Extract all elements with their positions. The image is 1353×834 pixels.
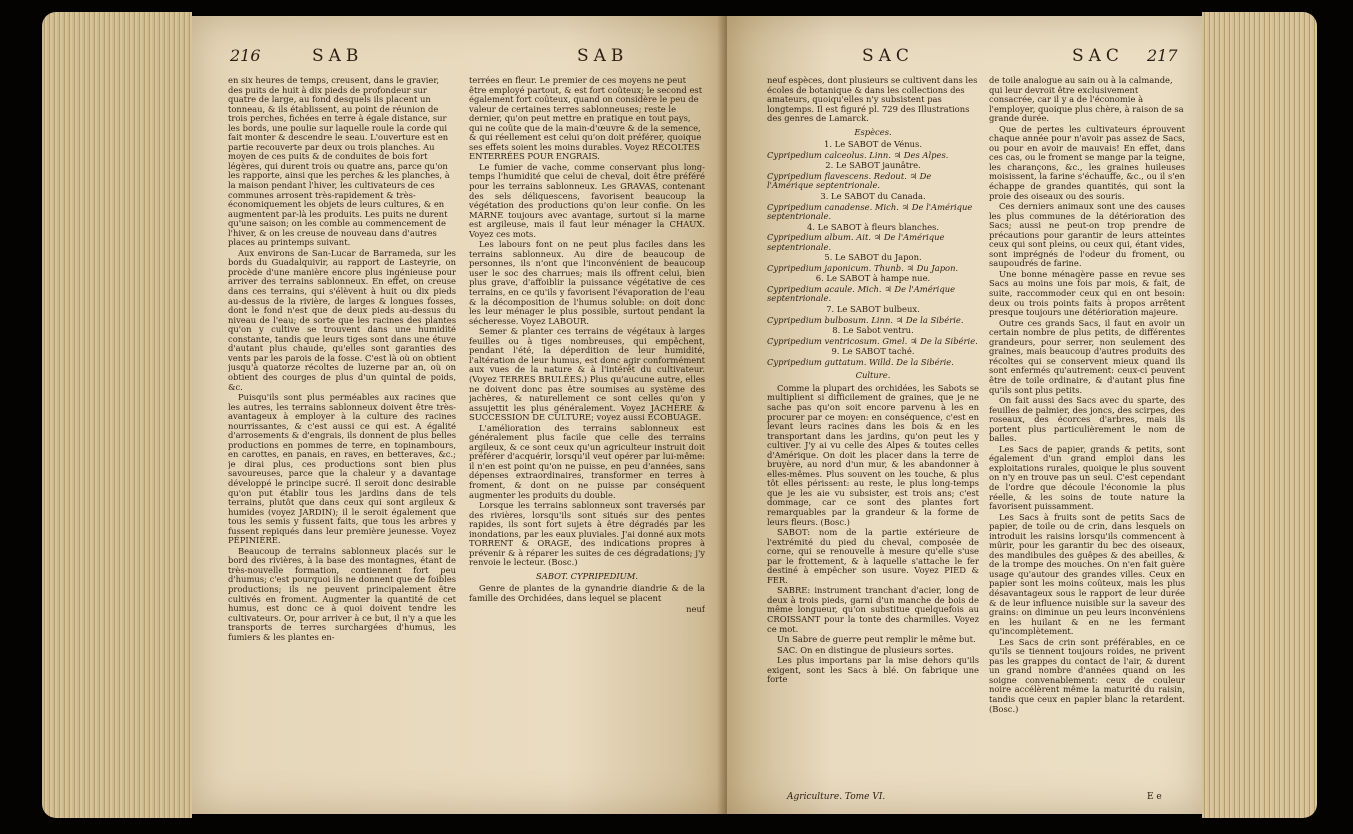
section-heading: Espèces. [854,126,892,137]
paragraph: de toile analogue au sain ou à la calmande, qui leur devroit être exclusivement consacrée, car il y a de l'économie à l'employer, quoique plus chère, à raison de sa grande durée. [989,76,1184,124]
paragraph: Outre ces grands Sacs, il faut en avoir un certain nombre de plus petits, de différentes grandeurs, pour serrer, non seulement des graines, mais beaucoup d'autres produits des récoltes qui se conservent mieux quand ils sont enfermés qu'autrement: ceux-ci peuvent être de toile ordinaire, & d'autant plus fine qu'ils sont plus petits. [989,317,1185,395]
page-number: 216 [230,46,261,65]
paragraph: On fait aussi des Sacs avec du sparte, des feuilles de palmier, des joncs, des scirpes, des roseaux, des écorces d'arbres, mais ils portent plus particulièrement le nom de balles. [989,395,1185,444]
paragraph: Les Sacs de papier, grands & petits, sont également d'un grand emploi dans les exploitations rurales, quoique le plus souvent on n'y en trouve pas un seul. C'est cependant de l'ordre que découle l'économie la plus réelle, & les soins de toute nature la favorisent puissamment. [989,443,1185,512]
section-heading: Culture. [855,370,891,381]
text-column-1 [228,76,456,806]
paragraph: Que de pertes les cultivateurs éprouvent chaque année pour n'avoir pas assez de Sacs, ou pour en avoir de mauvais! En effet, dans ces cas, ou le froment se mange par la teigne, les charançons, &c., les graines huileuses moisissent, la farine s'échauffe, &c., ou il s'en échappe de grandes quantités, qui sont la proie des oiseaux ou des souris. [989,123,1185,201]
left-page-edges [42,12,192,818]
species-binomial: Cypripedium ventricosum. Gmel. ♃ De la Sibérie. [767,335,978,346]
species-name: 4. Le SABOT à fleurs blanches. [806,221,940,232]
paragraph: Les Sacs à fruits sont de petits Sacs de papier, de toile ou de crin, dans lesquels on introduit les raisins lorsqu'ils commencent à mûrir, pour les garantir du bec des oiseaux, des mandibules des guêpes & des abeilles, & de la trompe des mouches. On n'en fait guère usage qu'autour des grandes villes. Ceux en papier sont les moins coûteux, mais les plus désavantageux sous le rapport de leur durée & de leur influence nuisible sur la saveur des grains: on diminue un peu leurs inconvéniens en les huilant & en ne les fermant qu'incomplètement. [989,511,1185,637]
signature-mark: E e [1147,792,1162,802]
text-column-2 [469,76,705,806]
paragraph: Aux environs de San-Lucar de Barrameda, sur les bords du Guadalquivir, au rapport de Lasteyrie, on procède d'une manière encore plus ingénieuse pour arriver des terrains sablonneux. En effet, on creuse dans ces terrains, qui s'élèvent à huit ou dix pieds au-dessus de la rivière, de larges & longues fosses, dont le fond n'est que de deux pieds au-dessus du niveau de l'eau; de sorte que les racines des plantes qu'on y cultive se trouvent dans une humidité constante, tandis que leurs tiges sont dans une étuve d'autant plus chaude, qu'elles sont garanties des vents par les parois de la fosse. C'est là où on obtient jusqu'à quatorze récoltes de luzerne par an, où on obtient des courges de plus d'un quintal de poids, &c. [228,247,456,392]
species-binomial: Cypripedium calceolus. Linn. ♃ Des Alpes. [767,149,949,160]
paragraph: en six heures de temps, creusent, dans le gravier, des puits de huit à dix pieds de profondeur sur quatre de large, au fond desquels ils placent un tonneau, & ils établissent, au point de réunion de trois perches, fichées en terre à égale distance, sur les bords, une poulie sur laquelle roule la corde qui fait monter & descendre le seau. L'ouverture est en partie recouverte par deux ou trois planches. Au moyen de ces puits & de conduites de bois fort légères, qui durent trois ou quatre ans, parce qu'on les rapporte, ainsi que les perches & les planches, à la maison pendant l'hiver, les cultivateurs de ces communes arrosent très-rapidement & très-économiquement les objets de leurs cultures, & en augmentent par-là les produits. Les puits ne durent qu'une saison; on les comble au commencement de l'hiver, & on les creuse de nouveau dans d'autres places au printemps suivant. [228,76,450,248]
species-binomial: Cypripedium bulbosum. Linn. ♃ De la Sibérie. [767,314,964,325]
paragraph: Les Sacs de crin sont préférables, en ce qu'ils se tiennent toujours roides, ne privent pas les grappes du contact de l'air, & durent un grand nombre d'années quand on les soigne convenablement: ceux de couleur noire accélèrent même la maturité du raisin, tandis que ceux en papier blanc la retardent. (Bosc.) [989,636,1185,714]
paragraph: Le fumier de vache, comme conservant plus long-temps l'humidité que celui de cheval, doit être préféré pour les terrains sablonneux. Les GRAVAS, contenant des sels déliquescens, favorisent beaucoup la végétation des productions qu'on leur confie. On les MARNE toujours avec avantage, surtout si la marne est argileuse, mais il faut leur ménager la CHAUX. Voyez ces mots. [469,161,705,239]
species-name: 1. Le SABOT de Vénus. [823,139,922,150]
paragraph: Beaucoup de terrains sablonneux placés sur le bord des rivières, à la base des montagnes, étant de très-nouvelle formation, contiennent fort peu d'humus; c'est pourquoi ils ne donnent que de foibles productions; ils ne peuvent principalement être cultivés en froment. Augmenter la quantité de cet humus, est donc ce à quoi doivent tendre les cultivateurs. Or, pour arriver à ce but, il n'y a que les transports de terres surchargées d'humus, les fumiers & les plantes en- [228,545,456,642]
paragraph: Semer & planter ces terrains de végétaux à larges feuilles ou à tiges nombreuses, qui empêchent, pendant l'été, la déperdition de leur humidité, l'altération de leur humus, est donc agir conformément aux vues de la nature & à l'intérêt du cultivateur. (Voyez TERRES BRULÉES.) Plus qu'aucune autre, elles ne doivent donc pas être soumises au système des jachères, & naturellement ce sont celles qu'on y assujettit les plus généralement. Voyez JACHÈRE & SUCCESSION DE CULTURE; voyez aussi ÉCOBUAGE. [469,326,705,423]
paragraph: SAC. On en distingue de plusieurs sortes. [777,644,954,655]
species-name: 9. Le SABOT taché. [831,346,915,357]
paragraph: Les plus importans par la mise dehors qu'ils exigent, sont les Sacs à blé. On fabrique une forte [767,655,979,685]
paragraph: neuf espèces, dont plusieurs se cultivent dans les écoles de botanique & dans les collections des amateurs, quoiqu'elles n'y subsistent pas longtemps. Il est figuré pl. 729 des Illustrations des genres de Lamarck. [767,76,978,124]
paragraph: Comme la plupart des orchidées, les Sabots se multiplient si difficilement de graines, que je ne sache pas qu'on soit encore parvenu à les en procurer par ce moyen: en conséquence, c'est en levant leurs racines dans les bois & en les transportant dans les jardins, qu'on peut les y cultiver. J'y ai vu celle des Alpes & toutes celles d'Amérique. On doit les placer dans la terre de bruyère, au nord d'un mur, & les abandonner à elles-mêmes. Plus souvent on les touche, & plus tôt elles périssent: au reste, le plus long-temps que je les aie vu subsister, est trois ans; c'est dommage, car ce sont des plantes fort remarquables par la grandeur & la forme de leurs fleurs. (Bosc.) [767,382,979,527]
species-name: 5. Le SABOT du Japon. [824,252,922,263]
species-name: 7. Le SABOT bulbeux. [826,304,920,315]
paragraph: Les labours font on ne peut plus faciles dans les terrains sablonneux. Au dire de beaucoup de personnes, ils n'ont que l'inconvénient de beaucoup user le soc des charrues; mais ils offrent celui, bien plus grave, d'affoiblir la puissance végétative de ces terrains, en ce qu'ils y favorisent l'évaporation de l'eau & la décomposition de l'humus soluble: on doit donc les leur ménager le plus possible, surtout pendant la sécheresse. Voyez LABOUR. [469,239,705,326]
species-name: 3. Le SABOT du Canada. [820,191,926,202]
entry-heading: SABOT. CYPRIPEDIUM. [536,570,638,581]
text-column-1 [767,76,979,788]
species-binomial: Cypripedium guttatum. Willd. De la Sibérie. [767,356,954,367]
species-name: 6. Le SABOT à hampe nue. [815,273,931,284]
page-number: 217 [1147,46,1178,65]
species-binomial: Cypripedium album. Ait. ♃ De l'Amérique septentrionale. [767,232,945,252]
right-page-edges [1202,12,1317,818]
species-binomial: Cypripedium japonicum. Thunb. ♃ Du Japon. [767,262,959,273]
footer-volume: Agriculture. Tome VI. [787,792,886,802]
species-name: 2. Le SABOT jaunâtre. [825,160,921,171]
paragraph: Une bonne ménagère passe en revue ses Sacs au moins une fois par mois, & fait, de suite, raccommoder ceux qui en ont besoin: deux ou trois points faits à propos arrêtent presque toujours une détérioration majeure. [989,268,1185,318]
paragraph: Lorsque les terrains sablonneux sont traversés par des rivières, lorsqu'ils sont situés sur des pentes rapides, ils sont fort sujets à être dégradés par les inondations, par les eaux pluviales. J'ai donné aux mots TORRENT & ORAGE, des indications propres à prévenir & à réparer les suites de ces dégradations; j'y renvoie le lecteur. (Bosc.) [469,500,705,568]
paragraph: terrées en fleur. Le premier de ces moyens ne peut être employé partout, & est fort coûteux; le second est également fort coûteux, quand on considère le peu de valeur de certaines terres sablonneuses; reste le dernier, qu'on peut mettre en pratique en tout pays, qui ne coûte que de la main-d'œuvre & de la semence, & qui réellement est celui qu'on doit préférer, quoique ses effets soient les moins durables. Voyez RÉCOLTES ENTERRÉES POUR ENGRAIS. [469,76,703,162]
running-header: SAC [862,46,914,66]
left-page [192,16,727,814]
paragraph: L'amélioration des terrains sablonneux est généralement plus facile que celle des terrains argileux, & ce sont ceux qu'un agriculteur instruit doit préférer d'acquérir, lorsqu'il veut opérer par lui-même: il n'en est point qu'on ne puisse, en peu d'années, sans dépenses extraordinaires, transformer en terres à froment, & dont on ne puisse par conséquent augmenter les produits du double. [469,422,705,500]
running-header: SAC [1072,46,1124,66]
open-book [42,12,1317,818]
species-binomial: Cypripedium flavescens. Redout. ♃ De l'Amérique septentrionale. [767,170,932,191]
paragraph: SABOT: nom de la partie extérieure de l'extrémité du pied du cheval, composée de corne, qui se renouvelle à mesure qu'elle s'use par le frottement, & à laquelle s'attache le fer destiné à empêcher son usure. Voyez PIED & FER. [767,527,979,585]
species-name: 8. Le Sabot ventru. [832,325,914,336]
right-page [727,16,1202,814]
paragraph: Genre de plantes de la gynandrie diandrie & de la famille des Orchidées, dans lequel se placent [469,583,705,603]
species-binomial: Cypripedium canadense. Mich. ♃ De l'Amérique septentrionale. [767,201,973,222]
catchword: neuf [686,603,705,614]
paragraph: Puisqu'ils sont plus perméables aux racines que les autres, les terrains sablonneux doivent être très-avantageux à employer à la culture des racines nourrissantes, & c'est aussi ce qui est. A égalité d'arrosements & d'engrais, ils donnent de plus belles productions en pommes de terre, en topinambours, en carottes, en panais, en raves, en betteraves, &c.; je dirai plus, ces productions sont bien plus savoureuses, parce que la chaleur y a davantage développé le principe sucré. Il seroit donc desirable qu'on put établir tous les jardins dans de tels terrains, plutôt que dans ceux qui sont argileux & humides (voyez JARDIN); il le seroit également que tous les semis y fussent faits, que tous les arbres y fussent repiqués dans leur première jeunesse. Voyez PÉPINIÈRE. [228,392,456,546]
species-binomial: Cypripedium acaule. Mich. ♃ De l'Amérique septentrionale. [767,283,956,304]
text-column-2 [989,76,1185,788]
paragraph: Un Sabre de guerre peut remplir le même but. [777,634,976,645]
paragraph: Ces derniers animaux sont une des causes les plus communes de la détérioration des Sacs; aussi ne peut-on trop prendre de précautions pour garantir de leurs atteintes ceux qui sont pleins, ou ceux qui, étant vides, sont imprégnés de l'odeur du froment, ou saupoudrés de farine. [989,201,1185,269]
paragraph: SABRE: instrument tranchant d'acier, long de deux à trois pieds, garni d'un manche de bois de même longueur, qu'on substitue quelquefois au CROISSANT pour la tonte des charmilles. Voyez ce mot. [767,585,979,634]
running-header: SAB [312,46,364,66]
running-header: SAB [577,46,629,66]
